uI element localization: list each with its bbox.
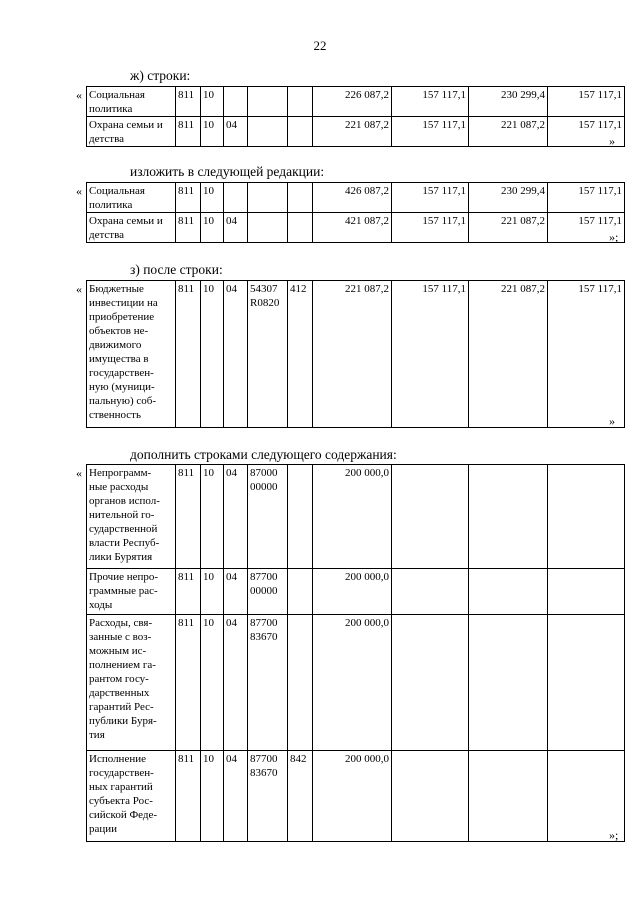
- quote-close: »: [609, 134, 615, 148]
- cell-code-4: [248, 117, 288, 147]
- cell-code-5: [288, 87, 313, 117]
- cell-code-5: [288, 465, 313, 569]
- cell-code-2: 10: [201, 213, 224, 243]
- cell-value-3: [469, 615, 548, 751]
- cell-code-3: 04: [224, 213, 248, 243]
- cell-code-3: [224, 87, 248, 117]
- cell-value-3: 221 087,2: [469, 281, 548, 428]
- cell-code-4: 87000 00000: [248, 465, 288, 569]
- cell-code-4: 87700 83670: [248, 751, 288, 842]
- cell-code-4: [248, 213, 288, 243]
- cell-value-3: [469, 751, 548, 842]
- cell-value-1: 200 000,0: [313, 615, 392, 751]
- cell-code-2: 10: [201, 281, 224, 428]
- cell-name: Прочие непро- граммные рас- ходы: [87, 569, 176, 615]
- cell-code-3: 04: [224, 569, 248, 615]
- table-section-add-rows: [86, 464, 625, 842]
- cell-value-3: 221 087,2: [469, 117, 548, 147]
- cell-code-5: 412: [288, 281, 313, 428]
- cell-code-1: 811: [176, 751, 201, 842]
- cell-code-4: 54307 R0820: [248, 281, 288, 428]
- cell-code-1: 811: [176, 213, 201, 243]
- quote-open: «: [76, 466, 82, 480]
- cell-value-1: 421 087,2: [313, 213, 392, 243]
- cell-code-2: 10: [201, 183, 224, 213]
- cell-value-1: 200 000,0: [313, 569, 392, 615]
- cell-code-3: 04: [224, 615, 248, 751]
- table-row: [87, 117, 625, 147]
- cell-code-5: [288, 615, 313, 751]
- table-row: [87, 213, 625, 243]
- cell-name: Непрограмм- ные расходы органов испол- нительной го- сударственной власти Респуб- лики Бурятия: [87, 465, 176, 569]
- cell-value-3: 221 087,2: [469, 213, 548, 243]
- cell-value-2: 157 117,1: [392, 117, 469, 147]
- cell-value-4: 157 117,1: [548, 213, 625, 243]
- cell-code-3: 04: [224, 751, 248, 842]
- table-row: [87, 87, 625, 117]
- quote-close: »;: [609, 828, 619, 842]
- cell-value-2: 157 117,1: [392, 87, 469, 117]
- cell-value-4: [548, 615, 625, 751]
- cell-value-1: 200 000,0: [313, 465, 392, 569]
- cell-code-5: [288, 213, 313, 243]
- cell-code-5: [288, 569, 313, 615]
- cell-code-4: [248, 87, 288, 117]
- quote-close: »;: [609, 230, 619, 244]
- quote-open: «: [76, 282, 82, 296]
- cell-code-1: 811: [176, 615, 201, 751]
- table-row: [87, 465, 625, 569]
- cell-code-2: 10: [201, 751, 224, 842]
- cell-value-1: 221 087,2: [313, 117, 392, 147]
- cell-value-3: 230 299,4: [469, 87, 548, 117]
- cell-code-3: 04: [224, 465, 248, 569]
- section-heading-zh: ж) строки:: [130, 68, 191, 83]
- cell-value-2: [392, 569, 469, 615]
- cell-code-4: 87700 00000: [248, 569, 288, 615]
- cell-name: Исполнение государствен- ных гарантий субъекта Рос- сийской Феде- рации: [87, 751, 176, 842]
- cell-value-3: [469, 465, 548, 569]
- cell-name: Расходы, свя- занные с воз- можным ис- полнением га- рантом госу- дарственных гарантий Рес- публики Буря- тия: [87, 615, 176, 751]
- section-heading-new-edition: изложить в следующей редакции:: [130, 164, 325, 179]
- cell-code-2: 10: [201, 569, 224, 615]
- cell-code-1: 811: [176, 117, 201, 147]
- cell-value-4: 157 117,1: [548, 87, 625, 117]
- cell-value-4: 157 117,1: [548, 281, 625, 428]
- cell-value-2: 157 117,1: [392, 183, 469, 213]
- table-row: [87, 751, 625, 842]
- cell-value-4: [548, 569, 625, 615]
- cell-value-3: [469, 569, 548, 615]
- cell-name: Социальная политика: [87, 183, 176, 213]
- cell-code-1: 811: [176, 465, 201, 569]
- cell-value-1: 200 000,0: [313, 751, 392, 842]
- cell-code-1: 811: [176, 183, 201, 213]
- cell-code-4: 87700 83670: [248, 615, 288, 751]
- cell-name: Охрана семьи и детства: [87, 213, 176, 243]
- quote-open: «: [76, 184, 82, 198]
- cell-code-3: 04: [224, 117, 248, 147]
- cell-value-1: 426 087,2: [313, 183, 392, 213]
- cell-value-2: [392, 465, 469, 569]
- quote-close: »: [609, 414, 615, 428]
- cell-code-1: 811: [176, 87, 201, 117]
- cell-value-4: 157 117,1: [548, 183, 625, 213]
- cell-value-2: 157 117,1: [392, 213, 469, 243]
- cell-code-2: 10: [201, 87, 224, 117]
- cell-code-3: [224, 183, 248, 213]
- section-heading-z: з) после строки:: [130, 262, 223, 277]
- cell-code-5: [288, 117, 313, 147]
- cell-code-2: 10: [201, 615, 224, 751]
- cell-value-2: 157 117,1: [392, 281, 469, 428]
- cell-value-1: 221 087,2: [313, 281, 392, 428]
- cell-value-4: [548, 465, 625, 569]
- cell-code-2: 10: [201, 117, 224, 147]
- table-section-zh: [86, 86, 625, 147]
- cell-value-2: [392, 615, 469, 751]
- table-row: [87, 281, 625, 428]
- page-number: 22: [313, 38, 327, 53]
- cell-code-5: 842: [288, 751, 313, 842]
- cell-name: Бюджетные инвестиции на приобретение объектов не- движимого имущества в государствен- ную (муници- пальную) соб- ственность: [87, 281, 176, 428]
- table-row: [87, 615, 625, 751]
- table-section-new-edition: [86, 182, 625, 243]
- quote-open: «: [76, 88, 82, 102]
- cell-value-3: 230 299,4: [469, 183, 548, 213]
- cell-code-1: 811: [176, 569, 201, 615]
- cell-code-3: 04: [224, 281, 248, 428]
- cell-value-1: 226 087,2: [313, 87, 392, 117]
- table-section-z: [86, 280, 625, 428]
- cell-code-2: 10: [201, 465, 224, 569]
- cell-name: Социальная политика: [87, 87, 176, 117]
- section-heading-add-rows: дополнить строками следующего содержания:: [130, 447, 397, 462]
- table-row: [87, 183, 625, 213]
- cell-value-2: [392, 751, 469, 842]
- cell-code-5: [288, 183, 313, 213]
- cell-name: Охрана семьи и детства: [87, 117, 176, 147]
- cell-code-1: 811: [176, 281, 201, 428]
- cell-code-4: [248, 183, 288, 213]
- cell-value-4: 157 117,1: [548, 117, 625, 147]
- table-row: [87, 569, 625, 615]
